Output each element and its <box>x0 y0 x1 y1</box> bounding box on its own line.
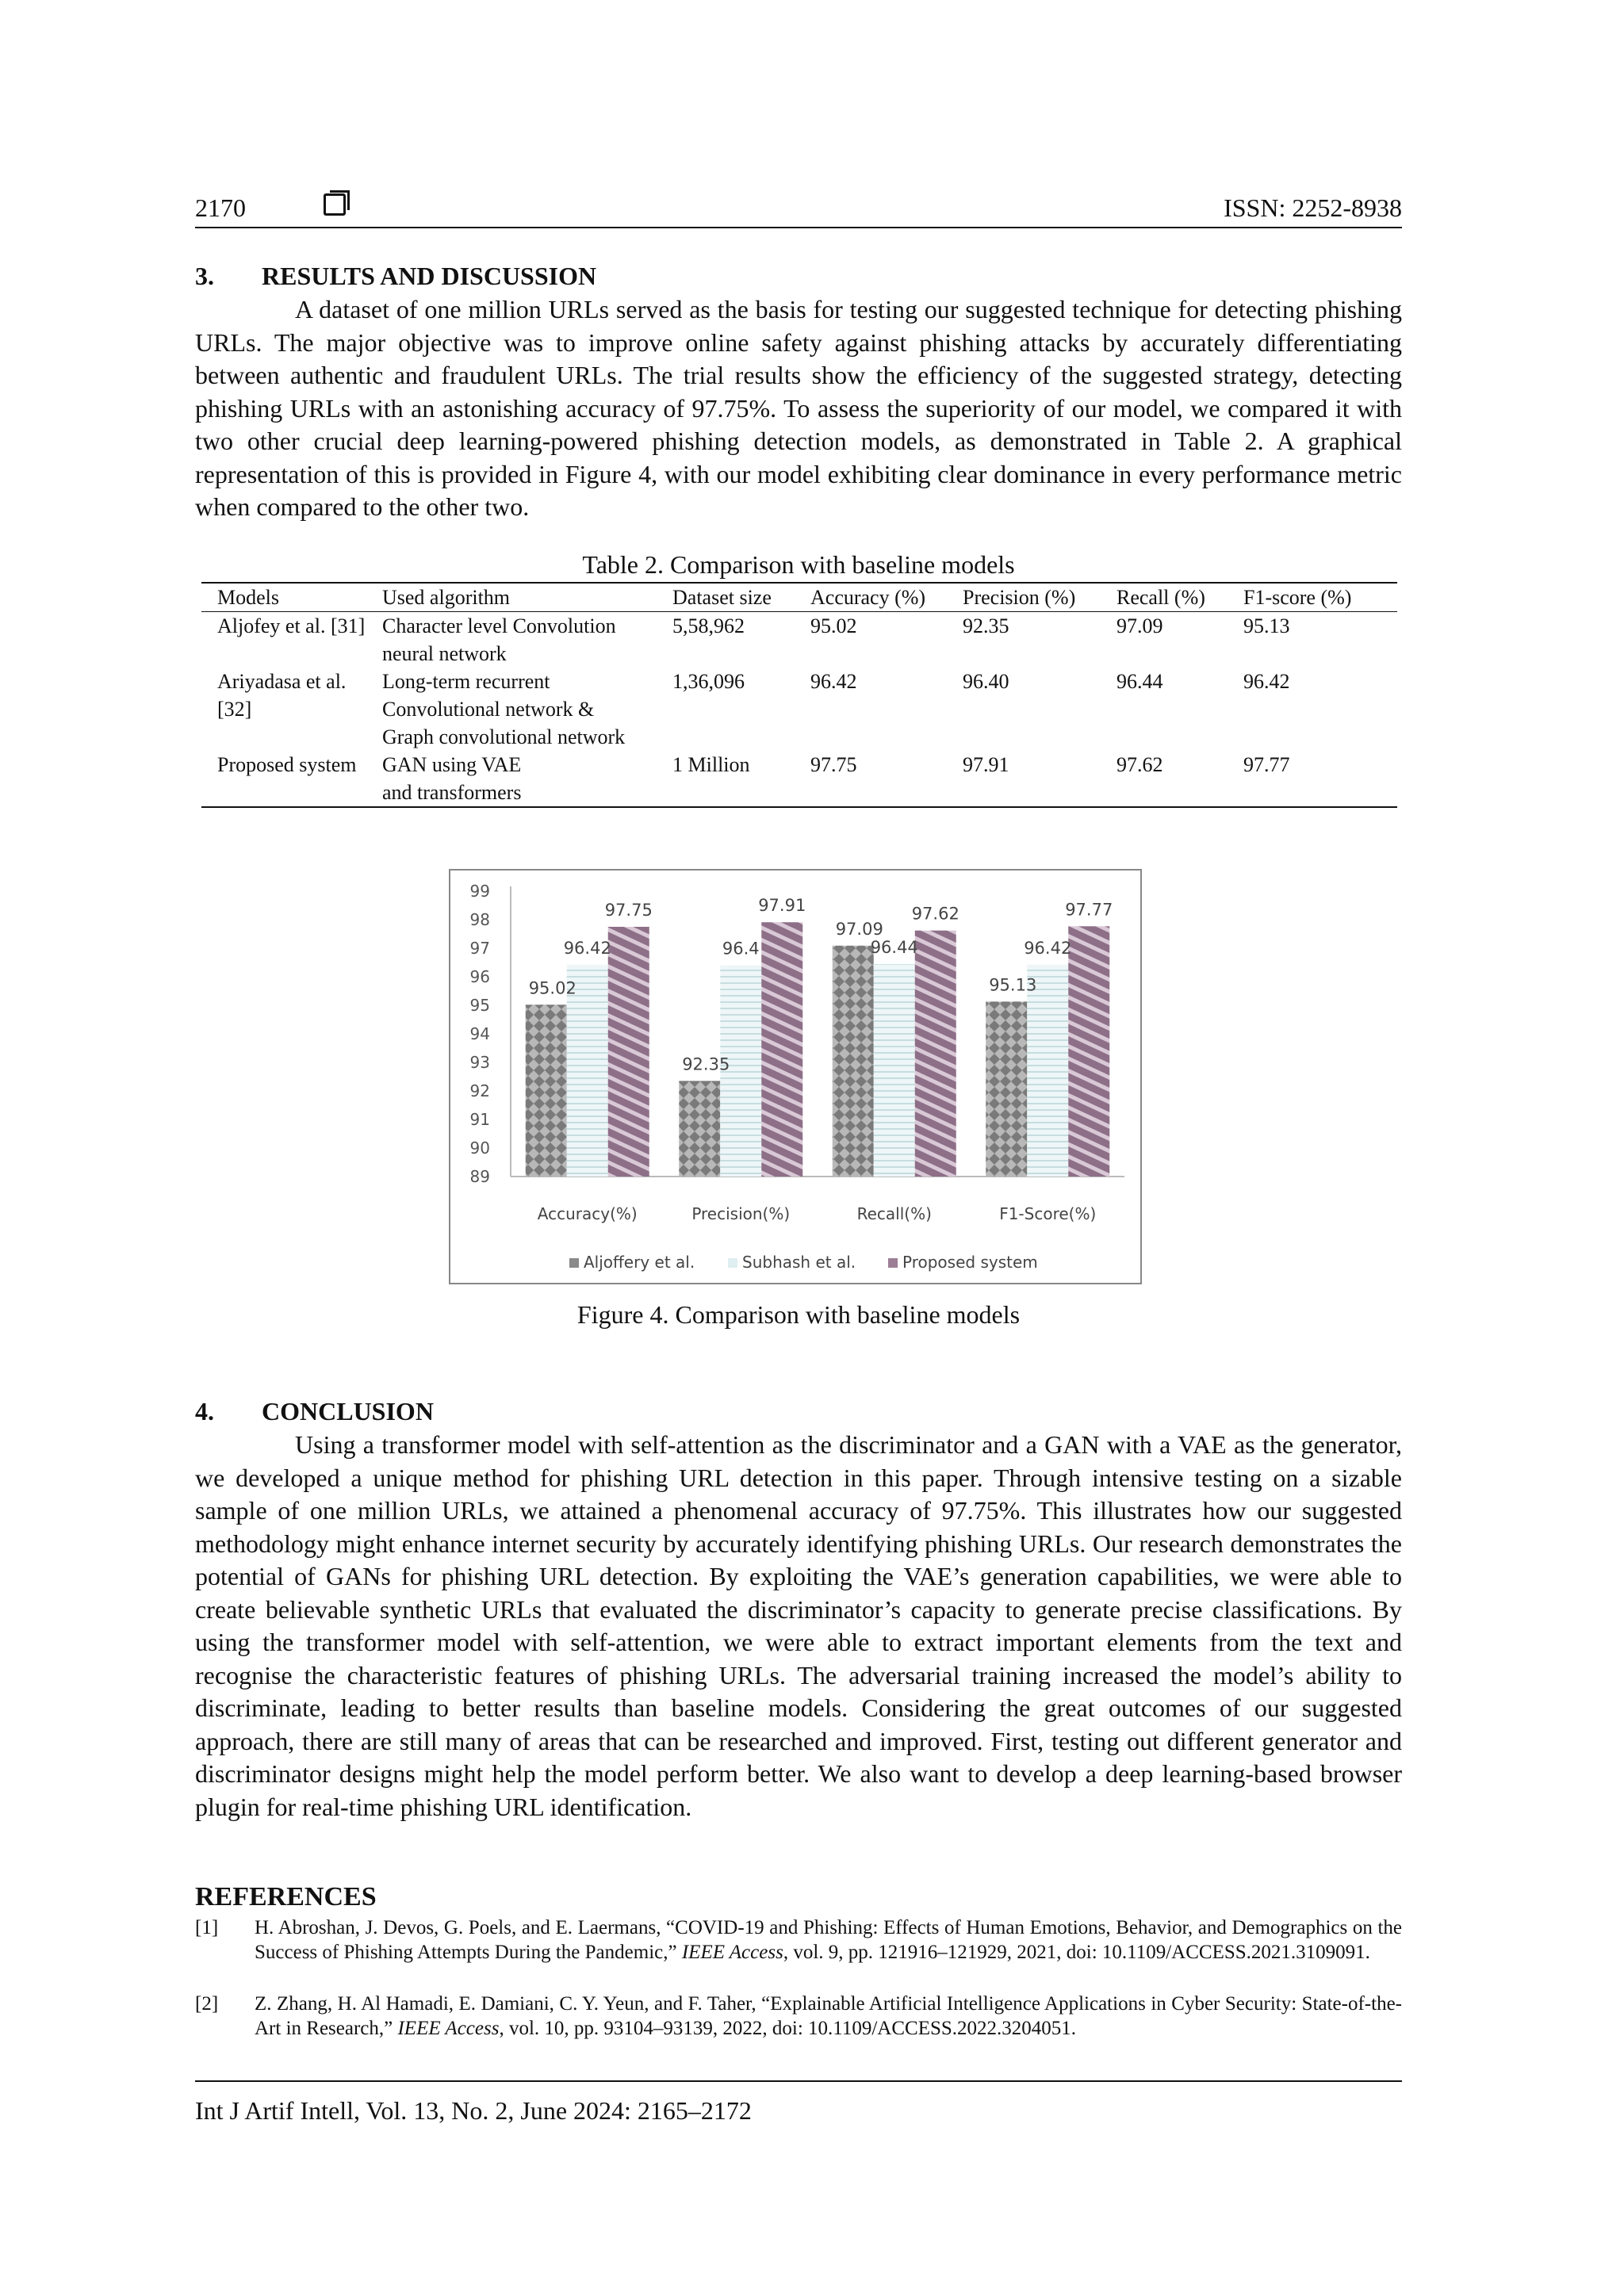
table-cell: 97.62 <box>1116 753 1163 776</box>
data-label: 92.35 <box>682 1054 730 1074</box>
table-cell: 95.02 <box>810 614 857 637</box>
results-paragraph <box>195 293 1402 524</box>
table-cell: 97.91 <box>963 753 1009 776</box>
data-label: 96.44 <box>870 938 918 958</box>
data-label: 96.42 <box>1024 938 1072 958</box>
table-cell: 1,36,096 <box>672 670 745 693</box>
col-header: Models <box>217 586 279 609</box>
x-tick-label: Recall(%) <box>856 1204 932 1223</box>
y-tick-label: 98 <box>469 910 490 929</box>
section-number: 4. <box>195 1397 214 1425</box>
bar-aljoffery-et-al--precision- <box>679 1081 720 1177</box>
table-cell: 96.44 <box>1116 670 1163 693</box>
col-header: Used algorithm <box>382 586 511 609</box>
conclusion-paragraph <box>195 1429 1402 1823</box>
section-number: 3. <box>195 262 214 290</box>
data-label: 97.75 <box>604 901 653 920</box>
table-caption: Table 2. Comparison with baseline models <box>582 550 1015 579</box>
section-title: RESULTS AND DISCUSSION <box>262 262 597 290</box>
y-tick-label: 95 <box>469 996 490 1015</box>
bar-proposed-system-precision- <box>761 922 802 1177</box>
col-header: Accuracy (%) <box>810 586 926 609</box>
legend-swatch <box>888 1258 898 1268</box>
table-row <box>201 668 1397 751</box>
table-row <box>201 612 1397 668</box>
x-tick-label: Accuracy(%) <box>537 1204 638 1223</box>
table-row <box>201 751 1397 806</box>
bar-aljoffery-et-al--recall- <box>833 946 874 1177</box>
table-cell: 97.09 <box>1116 614 1163 637</box>
square-icon <box>324 193 346 216</box>
bar-aljoffery-et-al--accuracy- <box>526 1004 567 1177</box>
legend-label: Proposed system <box>902 1253 1038 1272</box>
header-rule <box>195 227 1402 228</box>
col-header: Dataset size <box>672 586 772 609</box>
y-tick-label: 90 <box>469 1138 490 1158</box>
table-cell: 97.75 <box>810 753 857 776</box>
table-cell: Long-term recurrent Convolutional network & Graph convolutional network <box>382 670 626 748</box>
results-text: A dataset of one million URLs served as the basis for testing our suggested technique for detecting phishing URLs. The major objective was to improve online safety against phishing attacks by accurately differentiating between authentic and fraudulent URLs. The trial results show the efficiency of the suggested strategy, detecting phishing URLs with an astonishing accuracy of 97.75%. To assess the superiority of our model, we compared it with two other crucial deep learning-powered phishing detection models, as demonstrated in Table 2. A graphical representation of this is provided in Figure 4, with our model exhibiting clear dominance in every performance metric when compared to the other two. <box>195 295 1402 521</box>
legend-swatch <box>728 1258 737 1268</box>
bar-aljoffery-et-al--f1-score- <box>986 1001 1027 1177</box>
issn: ISSN: 2252-8938 <box>1224 193 1402 222</box>
reference-item <box>195 1992 1402 2041</box>
table-cell: 97.77 <box>1243 753 1290 776</box>
table-cell: 92.35 <box>963 614 1009 637</box>
table-cell: 96.42 <box>1243 670 1290 693</box>
footer-rule <box>195 2080 1402 2082</box>
reference-number: [2] <box>195 1993 219 2015</box>
table-cell: Ariyadasa et al. [32] <box>217 670 347 721</box>
bar-proposed-system-f1-score- <box>1068 926 1109 1177</box>
table-header-row <box>201 584 1397 612</box>
references-heading: REFERENCES <box>195 1882 377 1911</box>
table-cell: Aljofey et al. [31] <box>217 614 366 637</box>
bar-chart-frame <box>449 869 1142 1284</box>
legend-label: Aljoffery et al. <box>584 1253 695 1272</box>
x-tick-label: Precision(%) <box>691 1204 791 1223</box>
conclusion-text: Using a transformer model with self-attention as the discriminator and a GAN with a VAE as the generator, we developed a unique method for phishing URL detection in this paper. Through intensive testing on a sizable sample of one million URLs, we attained a phenomenal accuracy of 97.75%. This illustrates how our suggested methodology might enhance internet security by accurately identifying phishing URLs. Our research demonstrates the potential of GANs for phishing URL detection. By exploiting the VAE’s generation capabilities, we were able to create believable synthetic URLs that evaluated the discriminator’s capacity to generate precise classifications. By using the transformer model with self-attention, we were able to extract important elements from the text and recognise the characteristic features of phishing URLs. The adversarial training increased the model’s ability to discriminate, leading to better results than baseline models. Considering the great outcomes of our suggested approach, there are still many of areas that can be researched and improved. First, testing out different generator and discriminator designs might help the model perform better. We also want to develop a deep learning-based browser plugin for real-time phishing URL identification. <box>195 1430 1402 1821</box>
data-label: 96.4 <box>722 939 760 959</box>
table-cell: 1 Million <box>672 753 750 776</box>
data-label: 97.62 <box>911 904 959 924</box>
y-tick-label: 91 <box>469 1110 490 1129</box>
reference-number: [1] <box>195 1917 219 1938</box>
table-cell: 96.40 <box>963 670 1009 693</box>
bar-proposed-system-recall- <box>915 931 956 1177</box>
comparison-table <box>201 582 1397 808</box>
table-cell: GAN using VAE and transformers <box>382 753 522 804</box>
legend-swatch <box>569 1258 579 1268</box>
table-cell: 96.42 <box>810 670 857 693</box>
footer-citation: Int J Artif Intell, Vol. 13, No. 2, June 2024: 2165–2172 <box>195 2096 752 2125</box>
col-header: Recall (%) <box>1116 586 1205 609</box>
reference-item <box>195 1915 1402 1965</box>
section-title: CONCLUSION <box>262 1397 434 1425</box>
y-tick-label: 89 <box>469 1167 490 1186</box>
data-label: 96.42 <box>563 938 611 958</box>
table-cell: Character level Convolution neural network <box>382 614 616 665</box>
y-tick-label: 99 <box>469 882 490 901</box>
bar-proposed-system-accuracy- <box>608 927 649 1177</box>
col-header: Precision (%) <box>963 586 1076 609</box>
bar-subhash-et-al--recall- <box>874 964 915 1177</box>
data-label: 97.91 <box>758 896 806 916</box>
reference-text: H. Abroshan, J. Devos, G. Poels, and E. Laermans, “COVID-19 and Phishing: Effects of Human Emotions, Behavior, and Demographics on the Success of Phishing Attempts During the Pandemic,” IEEE Access, vol. 9, pp. 121916–121929, 2021, doi: 10.1109/ACCESS.2021.3109091. <box>255 1917 1402 1963</box>
legend-label: Subhash et al. <box>742 1253 856 1272</box>
figure-caption: Figure 4. Comparison with baseline models <box>576 1300 1021 1329</box>
y-tick-label: 96 <box>469 967 490 986</box>
page-number: 2170 <box>195 193 246 222</box>
y-tick-label: 93 <box>469 1053 490 1072</box>
section-heading <box>195 262 596 291</box>
y-tick-label: 92 <box>469 1081 490 1100</box>
section-heading <box>195 1397 434 1426</box>
data-label: 97.77 <box>1065 900 1113 920</box>
reference-text: Z. Zhang, H. Al Hamadi, E. Damiani, C. Y. Yeun, and F. Taher, “Explainable Artificial Intelligence Applications in Cyber Security: State-of-the-Art in Research,” IEEE Access, vol. 10, pp. 93104–93139, 2022, doi: 10.1109/ACCESS.2022.3204051. <box>255 1993 1402 2039</box>
table-cell: 5,58,962 <box>672 614 745 637</box>
y-tick-label: 97 <box>469 939 490 958</box>
bar-chart <box>450 871 1140 1283</box>
data-label: 95.02 <box>528 978 576 998</box>
data-label: 95.13 <box>989 975 1037 995</box>
table-cell: 95.13 <box>1243 614 1290 637</box>
data-label: 97.09 <box>835 919 883 939</box>
y-tick-label: 94 <box>469 1024 490 1043</box>
table-cell: Proposed system <box>217 753 357 776</box>
x-tick-label: F1-Score(%) <box>999 1204 1097 1223</box>
col-header: F1-score (%) <box>1243 586 1352 609</box>
bar-subhash-et-al--f1-score- <box>1027 965 1068 1177</box>
